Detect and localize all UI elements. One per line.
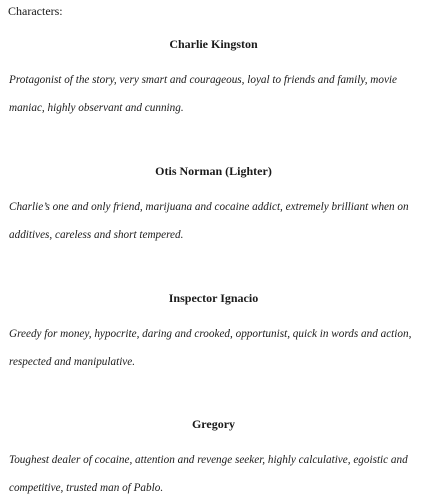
character-name: Otis Norman (Lighter) (155, 164, 272, 178)
character-name: Gregory (191, 417, 236, 431)
character-description: Greedy for money, hypocrite, daring and crooked, opportunist, quick in words and action, respected and manipulative. (9, 328, 412, 368)
character-description: Toughest dealer of cocaine, attention and revenge seeker, highly calculative, egoistic and competitive, trusted man of Pablo. (9, 454, 408, 494)
character-description: Protagonist of the story, very smart and courageous, loyal to friends and family, movie maniac, highly observant and cunning. (9, 74, 398, 114)
character-name: Charlie Kingston (169, 37, 258, 51)
character-description: Charlie’s one and only friend, marijuana and cocaine addict, extremely brilliant when on additives, careless and short tempered. (9, 201, 409, 241)
character-entry-inspector-ignacio (0, 290, 427, 376)
characters-heading: Characters: (8, 4, 63, 18)
character-entry-charlie-kingston (0, 36, 427, 122)
character-entry-gregory (0, 416, 427, 502)
character-entry-otis-norman (0, 163, 427, 249)
character-name: Inspector Ignacio (168, 291, 259, 305)
